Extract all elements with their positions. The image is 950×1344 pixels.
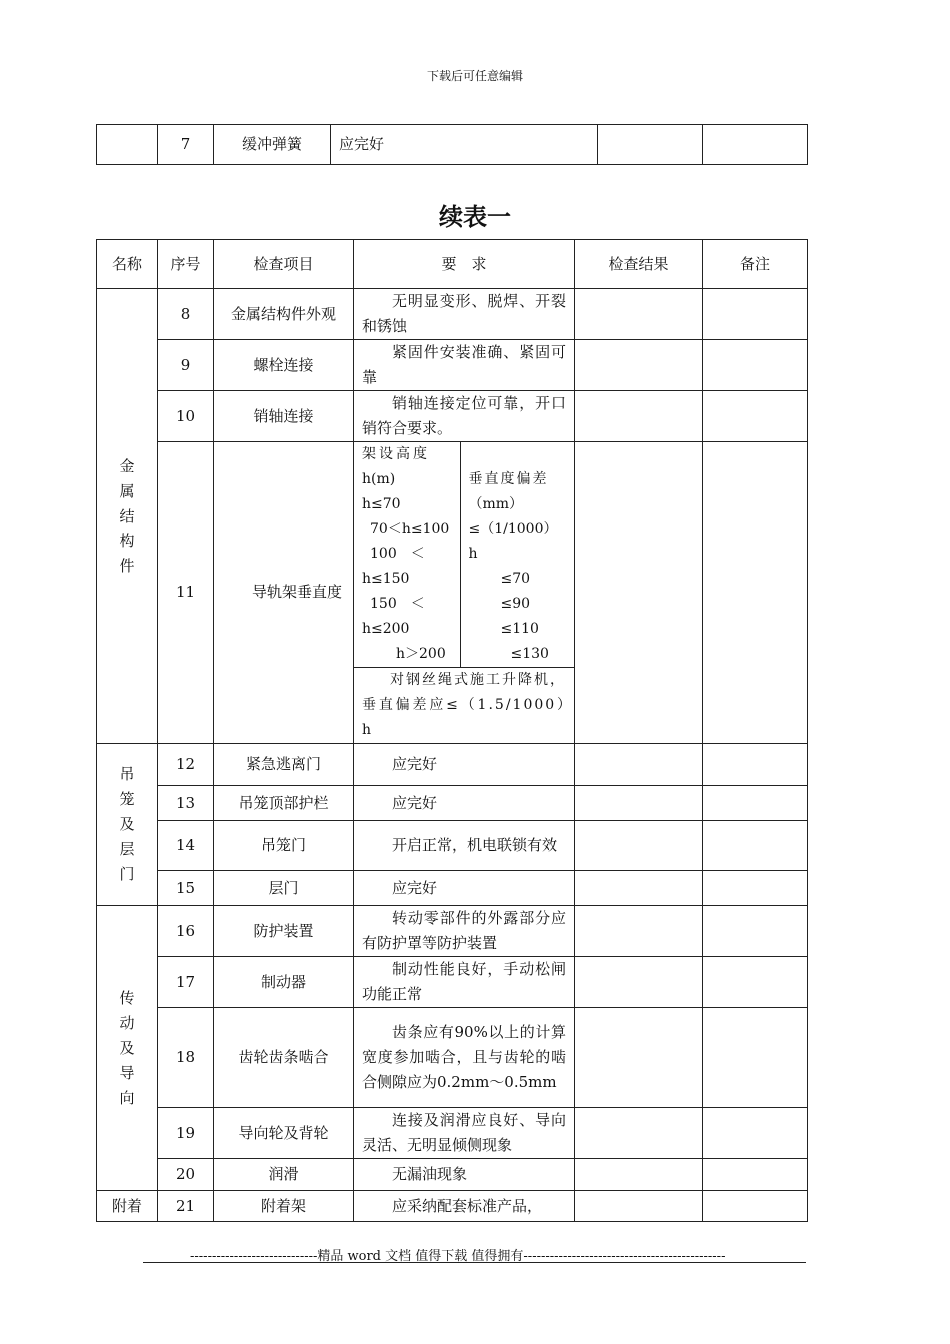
row-number: 21 <box>158 1191 214 1222</box>
result-cell <box>575 1191 703 1222</box>
sub-line: h(m) <box>362 471 396 487</box>
header-row <box>97 240 808 289</box>
sub-line: 70＜h≤100 <box>370 521 450 537</box>
group-metal <box>97 289 158 744</box>
sub-line: 100 ＜ <box>370 546 425 562</box>
sub-line: ≤110 <box>500 621 539 637</box>
table-row <box>97 391 808 442</box>
row-number: 8 <box>158 289 214 340</box>
remark-cell <box>703 289 808 340</box>
requirement: 制动性能良好，手动松闸功能正常 <box>354 957 575 1008</box>
sub-line: ≤（1/1000）h <box>468 521 558 562</box>
table-row <box>97 125 808 165</box>
check-item: 缓冲弹簧 <box>214 125 331 165</box>
wire-rope-note: 对钢丝绳式施工升降机，垂直偏差应≤（1.5/1000）h <box>354 668 574 744</box>
row-number: 9 <box>158 340 214 391</box>
row-number: 12 <box>158 744 214 786</box>
requirement: 转动零部件的外露部分应有防护罩等防护装置 <box>354 906 575 957</box>
col-header-result: 检查结果 <box>575 240 703 289</box>
footer-note: -----------------------------精品 word 文档 值得下载 值得拥有---------------------------------------------- <box>190 1249 726 1264</box>
requirement: 销轴连接定位可靠，开口销符合要求。 <box>354 391 575 442</box>
requirement: 应完好 <box>354 744 575 786</box>
remark-cell <box>703 786 808 821</box>
sub-line: ≤70 <box>500 571 531 587</box>
sub-line: 150 ＜ <box>370 596 425 612</box>
result-cell <box>575 340 703 391</box>
result-cell <box>575 744 703 786</box>
col-header-requirement: 要 求 <box>354 240 575 289</box>
table-title: 续表一 <box>439 203 511 231</box>
remark-cell <box>703 1108 808 1159</box>
requirement: 应采纳配套标准产品， <box>354 1191 575 1222</box>
requirement: 应完好 <box>331 125 598 165</box>
requirement: 应完好 <box>354 786 575 821</box>
remark-cell <box>703 957 808 1008</box>
col-header-remark: 备注 <box>703 240 808 289</box>
result-cell <box>575 1159 703 1191</box>
top-continuation-table <box>96 124 808 165</box>
result-cell <box>575 786 703 821</box>
requirement: 应完好 <box>354 871 575 906</box>
remark-cell <box>703 906 808 957</box>
remark-cell <box>703 125 808 165</box>
requirement: 无明显变形、脱焊、开裂和锈蚀 <box>354 289 575 340</box>
group-cell <box>97 125 158 165</box>
result-cell <box>575 391 703 442</box>
result-cell <box>575 871 703 906</box>
check-item: 吊笼顶部护栏 <box>214 786 354 821</box>
result-cell <box>575 1108 703 1159</box>
deviation-column <box>460 442 574 668</box>
check-item: 吊笼门 <box>214 821 354 871</box>
check-item: 齿轮齿条啮合 <box>214 1008 354 1108</box>
row-number: 18 <box>158 1008 214 1108</box>
sub-line: （mm） <box>468 496 524 512</box>
requirement: 连接及润滑应良好、导向灵活、无明显倾侧现象 <box>354 1108 575 1159</box>
sub-line: 垂直度偏差 <box>468 471 549 487</box>
remark-cell <box>703 1191 808 1222</box>
result-cell <box>575 289 703 340</box>
check-item: 润滑 <box>214 1159 354 1191</box>
sub-line: h＞200 <box>396 646 446 662</box>
group-cage <box>97 744 158 906</box>
table-row <box>97 786 808 821</box>
row-number: 10 <box>158 391 214 442</box>
row-number: 19 <box>158 1108 214 1159</box>
table-row <box>97 744 808 786</box>
row-number: 15 <box>158 871 214 906</box>
result-cell <box>575 821 703 871</box>
col-header-name: 名称 <box>97 240 158 289</box>
remark-cell <box>703 340 808 391</box>
result-cell <box>575 1008 703 1108</box>
check-item: 销轴连接 <box>214 391 354 442</box>
table-row <box>97 442 808 744</box>
group-attach: 附着 <box>97 1191 158 1222</box>
col-header-item: 检查项目 <box>214 240 354 289</box>
inspection-table <box>96 239 808 1222</box>
table-row <box>97 957 808 1008</box>
row-number: 17 <box>158 957 214 1008</box>
header-note: 下载后可任意编辑 <box>426 69 523 83</box>
table-row <box>97 1191 808 1222</box>
table-row <box>97 821 808 871</box>
result-cell <box>575 906 703 957</box>
result-cell <box>575 957 703 1008</box>
remark-cell <box>703 871 808 906</box>
check-item: 导轨架垂直度 <box>214 442 354 744</box>
result-cell <box>575 442 703 744</box>
requirement: 开启正常，机电联锁有效 <box>354 821 575 871</box>
row-number: 14 <box>158 821 214 871</box>
check-item: 导向轮及背轮 <box>214 1108 354 1159</box>
check-item: 螺栓连接 <box>214 340 354 391</box>
requirement: 无漏油现象 <box>354 1159 575 1191</box>
row-number: 16 <box>158 906 214 957</box>
row-number: 7 <box>158 125 214 165</box>
result-cell <box>598 125 703 165</box>
check-item: 附着架 <box>214 1191 354 1222</box>
remark-cell <box>703 1008 808 1108</box>
table-row <box>97 1108 808 1159</box>
row-number: 20 <box>158 1159 214 1191</box>
sub-line: ≤90 <box>500 596 531 612</box>
row-number: 13 <box>158 786 214 821</box>
requirement: 齿条应有90%以上的计算宽度参加啮合，且与齿轮的啮合侧隙应为0.2mm～0.5mm <box>354 1008 575 1108</box>
col-header-no: 序号 <box>158 240 214 289</box>
sub-line: 架设高度 <box>362 446 430 462</box>
sub-line: h≤200 <box>362 621 410 637</box>
table-row <box>97 289 808 340</box>
sub-line: ≤130 <box>510 646 549 662</box>
table-row <box>97 1008 808 1108</box>
check-item: 制动器 <box>214 957 354 1008</box>
group-label: 金属结构件 <box>119 456 135 575</box>
height-column <box>354 442 460 668</box>
table-row <box>97 906 808 957</box>
table-row <box>97 340 808 391</box>
requirement-verticality <box>354 442 575 744</box>
remark-cell <box>703 442 808 744</box>
check-item: 防护装置 <box>214 906 354 957</box>
check-item: 层门 <box>214 871 354 906</box>
row-number: 11 <box>158 442 214 744</box>
remark-cell <box>703 391 808 442</box>
sub-line: h≤150 <box>362 571 410 587</box>
remark-cell <box>703 744 808 786</box>
table-row <box>97 1159 808 1191</box>
remark-cell <box>703 821 808 871</box>
table-row <box>97 871 808 906</box>
group-label: 吊笼及层门 <box>119 765 135 883</box>
remark-cell <box>703 1159 808 1191</box>
requirement: 紧固件安装准确、紧固可靠 <box>354 340 575 391</box>
sub-line: h≤70 <box>362 496 401 512</box>
group-drive <box>97 906 158 1191</box>
footer-divider <box>143 1262 806 1263</box>
check-item: 金属结构件外观 <box>214 289 354 340</box>
check-item: 紧急逃离门 <box>214 744 354 786</box>
group-label: 传动及导向 <box>119 988 135 1107</box>
verticality-subtable <box>354 442 574 743</box>
